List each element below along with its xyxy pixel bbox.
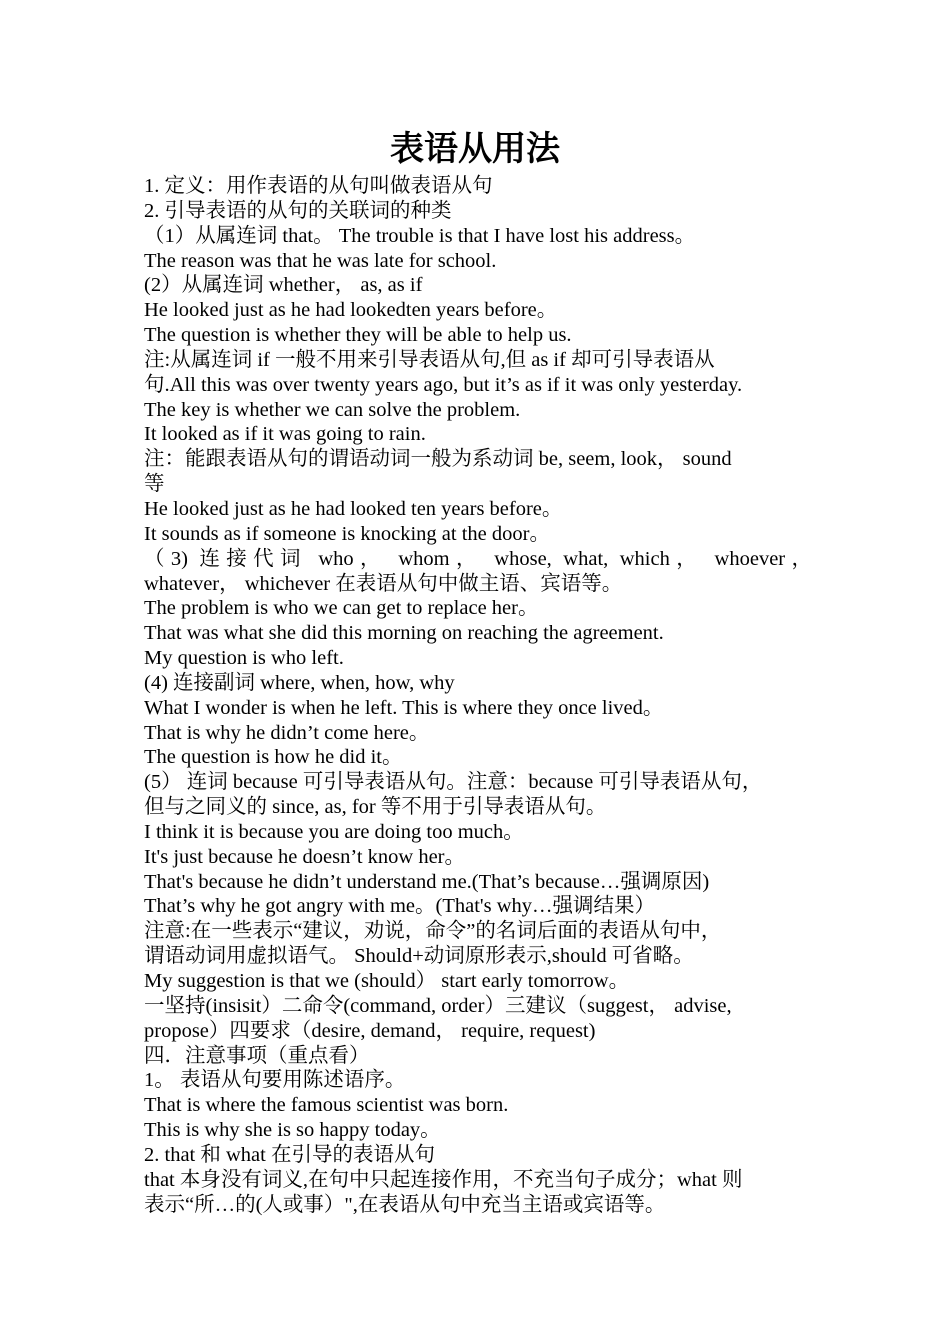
text-line: 表示“所…的(人或事）",在表语从句中充当主语或宾语等。 [144, 1193, 666, 1216]
text-line: 2. 引导表语的从句的关联词的种类 [144, 199, 452, 222]
text-line: (5） 连词 because 可引导表语从句。注意：because 可引导表语从句， [144, 771, 763, 794]
text-line: 1。 表语从句要用陈述语序。 [144, 1069, 406, 1092]
text-line: What I wonder is when he left. This is where they once lived。 [144, 696, 664, 719]
text-line: The question is whether they will be able to help us. [144, 324, 572, 347]
text-line: That is why he didn’t come here。 [144, 721, 430, 744]
text-line: I think it is because you are doing too much。 [144, 820, 524, 843]
text-line: that 本身没有词义,在句中只起连接作用，不充当句子成分；what 则 [144, 1168, 743, 1191]
text-line: He looked just as he had lookedten years before。 [144, 299, 558, 322]
text-line: That is where the famous scientist was born. [144, 1094, 509, 1117]
text-line: 1. 定义：用作表语的从句叫做表语从句 [144, 175, 493, 197]
text-line: (2）从属连词 whether， as, as if [144, 274, 423, 297]
text-line: The problem is who we can get to replace her。 [144, 597, 539, 620]
text-line: It looked as if it was going to rain. [144, 423, 426, 446]
text-line: 等 [144, 473, 165, 496]
text-line: propose）四要求（desire, demand， require, request) [144, 1019, 596, 1042]
text-line: 注意:在一些表示“建议，劝说，命令”的名词后面的表语从句中， [144, 920, 722, 943]
text-line: It's just because he doesn’t know her。 [144, 845, 465, 868]
text-line: That's because he didn’t understand me.(That’s because…强调原因) [144, 870, 710, 893]
document-title: 表语从用法 [390, 129, 560, 169]
text-line: He looked just as he had looked ten years before。 [144, 497, 563, 520]
text-line: 但与之同义的 since, as, for 等不用于引导表语从句。 [144, 796, 607, 819]
text-line: 2. that 和 what 在引导的表语从句 [144, 1143, 435, 1166]
text-line: 注:从属连词 if 一般不用来引导表语从句,但 as if 却可引导表语从 [144, 348, 715, 371]
text-line: It sounds as if someone is knocking at the door。 [144, 522, 550, 545]
text-line: My suggestion is that we (should） start early tomorrow。 [144, 970, 630, 992]
text-line: This is why she is so happy today。 [144, 1119, 441, 1142]
document-body [144, 174, 812, 1217]
text-line: whatever， whichever 在表语从句中做主语、宾语等。 [144, 572, 623, 595]
text-line: 一坚持(insisit）二命令(command, order）三建议（suggest， advise, [144, 994, 732, 1017]
text-line: (4) 连接副词 where, when, how, why [144, 671, 455, 694]
text-line: （1）从属连词 that。 The trouble is that I have lost his address。 [144, 224, 696, 247]
text-line: The reason was that he was late for school. [144, 249, 497, 272]
text-line: That’s why he got angry with me。(That's why…强调结果） [144, 895, 655, 918]
text-line: My question is who left. [144, 647, 344, 670]
text-line: 注：能跟表语从句的谓语动词一般为系动词 be, seem, look， sound [144, 448, 732, 471]
text-line: The key is whether we can solve the problem. [144, 398, 521, 421]
text-line: （3) 连接代词 who， whom， whose, what, which， whoever， [144, 547, 812, 570]
text-line: 句.All this was over twenty years ago, but it’s as if it was only yesterday. [144, 373, 743, 396]
text-line: 谓语动词用虚拟语气。 Should+动词原形表示,should 可省略。 [144, 945, 694, 968]
text-line: That was what she did this morning on reaching the agreement. [144, 622, 664, 645]
text-line: The question is how he did it。 [144, 746, 403, 769]
text-line: 四．注意事项（重点看） [144, 1044, 370, 1067]
